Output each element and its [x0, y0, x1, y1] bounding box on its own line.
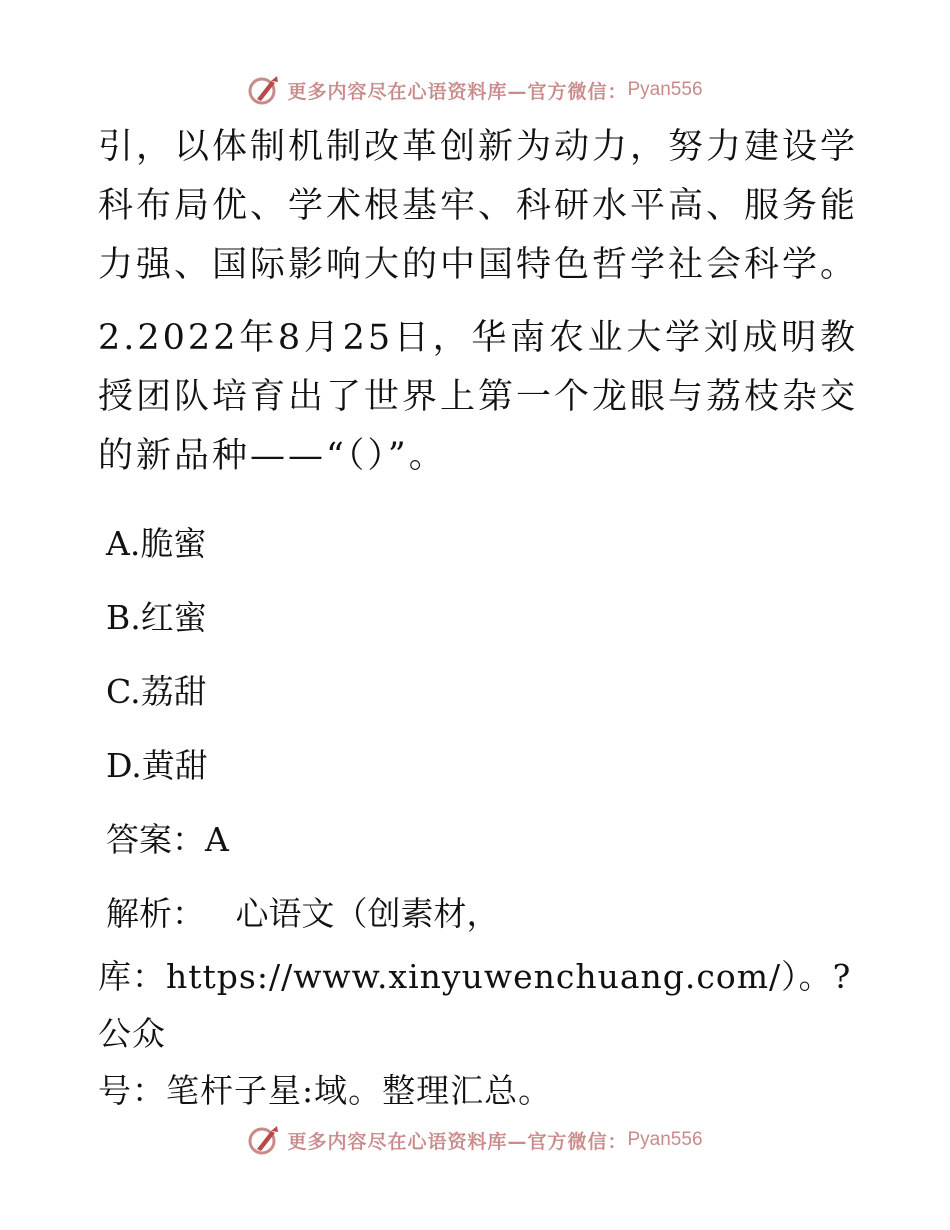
option-c: C.荔甜	[106, 672, 207, 711]
banner-wechat-id: Pyan556	[627, 1129, 703, 1150]
banner-text: 更多内容尽在心语资料库—官方微信：	[287, 1130, 628, 1153]
answer-line: 答案：A	[106, 820, 229, 859]
option-d: D.黄甜	[106, 746, 208, 785]
watermark-banner-top	[0, 70, 950, 110]
analysis-text-1: 心语文（创素材，	[235, 894, 500, 933]
pen-logo-icon	[247, 73, 281, 107]
watermark-banner-bottom	[0, 1120, 950, 1160]
pen-logo-icon	[247, 1123, 281, 1157]
banner-text: 更多内容尽在心语资料库—官方微信：	[287, 80, 628, 103]
analysis-line	[98, 894, 858, 934]
analysis-text-2: 库：https://www.xinyuwenchuang.com/）。?公众	[98, 957, 852, 1053]
question-text: 2.2022年8月25日，华南农业大学刘成明教授团队培育出了世界上第一个龙眼与荔枝杂交的新品种——“（）”。	[98, 318, 859, 476]
document-body	[98, 118, 858, 1119]
paragraph-continued: 引，以体制机制改革创新为动力，努力建设学科布局优、学术根基牢、科研水平高、服务能力强、国际影响大的中国特色哲学社会科学。	[98, 127, 859, 285]
option-a: A.脆蜜	[106, 524, 207, 563]
analysis-label: 解析：	[106, 894, 205, 933]
option-b: B.红蜜	[106, 598, 207, 637]
banner-wechat-id: Pyan556	[627, 79, 703, 100]
analysis-text-3: 号：笔杆子星:域。整理汇总。	[98, 1071, 553, 1110]
